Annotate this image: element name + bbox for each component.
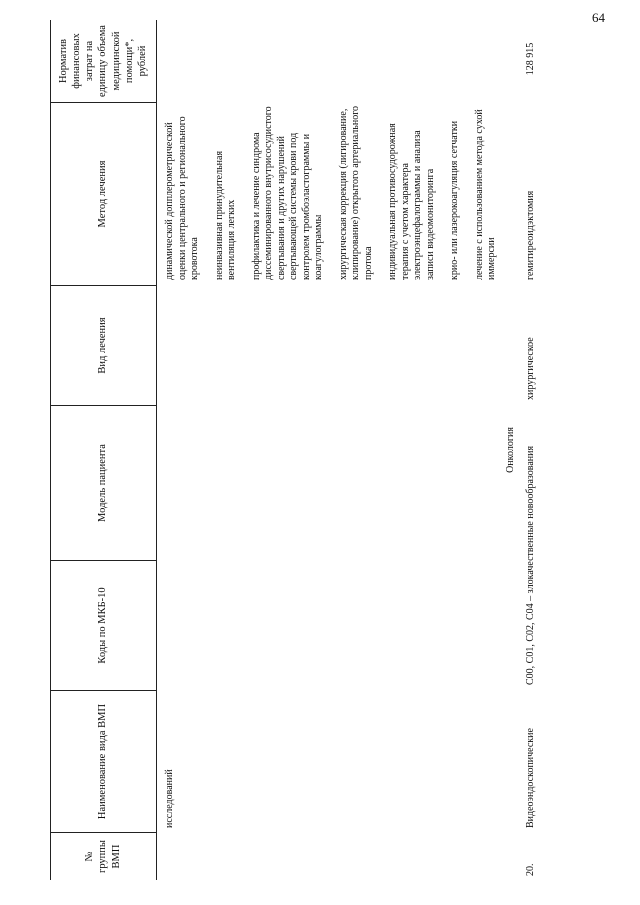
row20-name: Видеоэндоскопические [525, 728, 536, 828]
method-item: крио- или лазерокоагуляция сетчатки [449, 120, 460, 280]
row20-codes: C00, C01, C02, C04 – злокачественные новообразования [525, 445, 536, 685]
header-patient-model: Модель пациента [50, 405, 156, 560]
methods-list [164, 105, 511, 280]
header-treatment-method: Метод лечения [50, 102, 156, 285]
method-item: неинвазивная принудительная вентиляция легких [213, 150, 237, 280]
rotated-table [50, 20, 640, 880]
header-vmp-name: Наименование вида ВМП [50, 690, 156, 832]
continued-name: исследований [164, 769, 175, 828]
method-item: лечение с использованием метода сухой иммерсии [473, 109, 497, 280]
row20-method: гемитиреоидэктомия [525, 190, 536, 280]
method-item: индивидуальная противосудорожная терапия с учетом характера электроэнцефалограммы и анализа записи видеомониторинга [387, 123, 436, 280]
method-item: хирургическая коррекция (лигирование, клипирование) открытого артериального протока [337, 105, 374, 280]
header-treatment-type: Вид лечения [50, 285, 156, 405]
header-norm: Норматив финансовых затрат на единицу объема медицинской помощи*, рублей [58, 25, 148, 97]
row20-type: хирургическое [525, 337, 536, 400]
method-item: профилактика и лечение синдрома диссеминированного внутрисосудистого свертывания и других нарушений свертывающей системы крови под контролем тромбоэластограммы и коагулограммы [250, 106, 324, 280]
header-group-no: № группы ВМП [50, 832, 156, 880]
section-title: Онкология [505, 427, 516, 473]
row20-cost: 128 915 [525, 42, 536, 76]
table-header [50, 20, 158, 880]
row20-number: 20. [525, 863, 536, 876]
header-mkb-codes: Коды по МКБ-10 [50, 560, 156, 690]
method-item: динамической допплерометрической оценки центрального и регионального кровотока [164, 116, 200, 280]
page-number: 64 [592, 10, 605, 25]
header-bottom-border [156, 20, 157, 880]
